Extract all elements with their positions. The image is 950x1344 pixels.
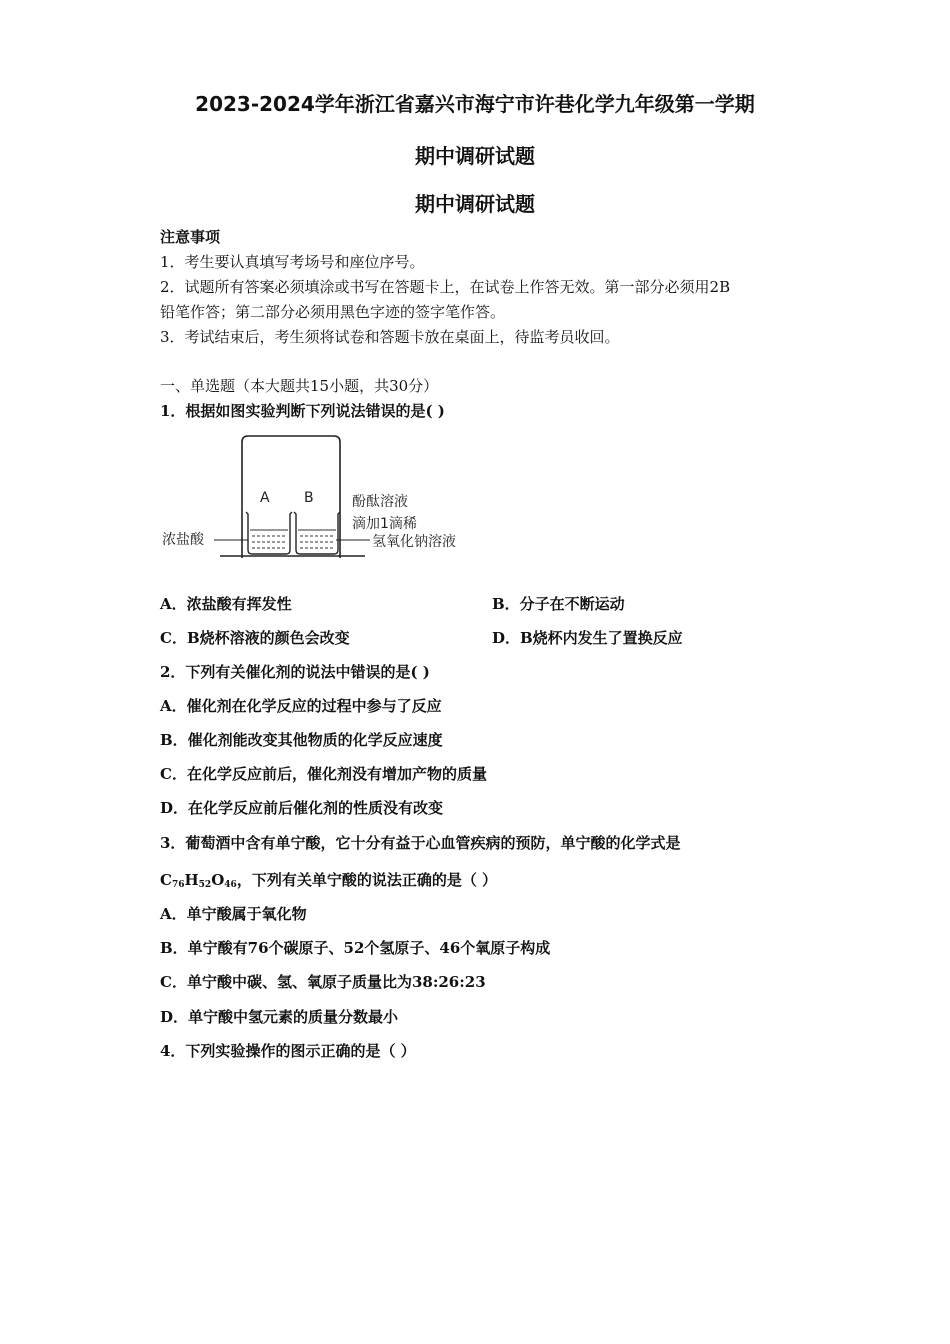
beaker-a-label: A [260, 490, 270, 506]
beaker-b-label: B [304, 490, 314, 506]
formula-c-sub: 76 [171, 880, 185, 890]
formula-rest: ，下列有关单宁酸的说法正确的是（ ） [236, 871, 498, 889]
question-2-stem: 2．下列有关催化剂的说法中错误的是( ) [160, 663, 430, 681]
question-1-option-c: C．B烧杯溶液的颜色会改变 [160, 629, 350, 647]
page-subtitle: 期中调研试题 [415, 144, 535, 168]
label-hcl: 浓盐酸 [162, 532, 204, 548]
formula-o-sub: 46 [224, 880, 237, 890]
page-title: 2023-2024学年浙江省嘉兴市海宁市许巷化学九年级第一学期 [195, 92, 755, 116]
question-1-option-d: D．B烧杯内发生了置换反应 [492, 629, 683, 647]
question-1-option-b: B．分子在不断运动 [492, 595, 625, 613]
question-3-formula-line [160, 870, 497, 895]
formula-c: C [160, 871, 172, 889]
notice-item-2-cont: 铅笔作答；第二部分必须用黑色字迹的签字笔作答。 [160, 303, 506, 321]
label-naoh: 氢氧化钠溶液 [372, 534, 456, 550]
beaker-experiment-figure [160, 432, 480, 562]
question-3-option-b: B．单宁酸有76个碳原子、52个氢原子、46个氧原子构成 [160, 939, 551, 957]
formula-h-sub: 52 [198, 880, 212, 890]
question-2-option-b: B．催化剂能改变其他物质的化学反应速度 [160, 731, 443, 749]
question-1-option-a: A．浓盐酸有挥发性 [160, 595, 292, 613]
bell-jar [242, 436, 340, 558]
notice-item-3: 3．考试结束后，考生须将试卷和答题卡放在桌面上，待监考员收回。 [160, 328, 620, 346]
question-4-stem: 4．下列实验操作的图示正确的是（ ） [160, 1042, 416, 1060]
label-phenolphthalein: 酚酞溶液 [352, 494, 408, 510]
question-1-stem: 1．根据如图实验判断下列说法错误的是( ) [160, 402, 445, 420]
question-3-option-a: A．单宁酸属于氧化物 [160, 905, 307, 923]
notice-heading: 注意事项 [160, 228, 221, 246]
formula-o: O [211, 871, 225, 889]
label-drop: 滴加1滴稀 [352, 516, 417, 532]
question-3-option-c: C．单宁酸中碳、氢、氧原子质量比为38:26:23 [160, 973, 486, 991]
page-subtitle-repeat: 期中调研试题 [415, 192, 535, 216]
question-3-stem: 3．葡萄酒中含有单宁酸，它十分有益于心血管疾病的预防，单宁酸的化学式是 [160, 834, 681, 852]
question-3-option-d: D．单宁酸中氢元素的质量分数最小 [160, 1008, 399, 1026]
question-2-option-d: D．在化学反应前后催化剂的性质没有改变 [160, 799, 444, 817]
formula-h: H [184, 871, 199, 889]
notice-item-1: 1．考生要认真填写考场号和座位序号。 [160, 253, 425, 271]
notice-item-2: 2．试题所有答案必须填涂或书写在答题卡上，在试卷上作答无效。第一部分必须用2B [160, 278, 731, 296]
question-2-option-a: A．催化剂在化学反应的过程中参与了反应 [160, 697, 442, 715]
section-heading: 一、单选题（本大题共15小题，共30分） [160, 377, 439, 395]
question-2-option-c: C．在化学反应前后，催化剂没有增加产物的质量 [160, 765, 487, 783]
